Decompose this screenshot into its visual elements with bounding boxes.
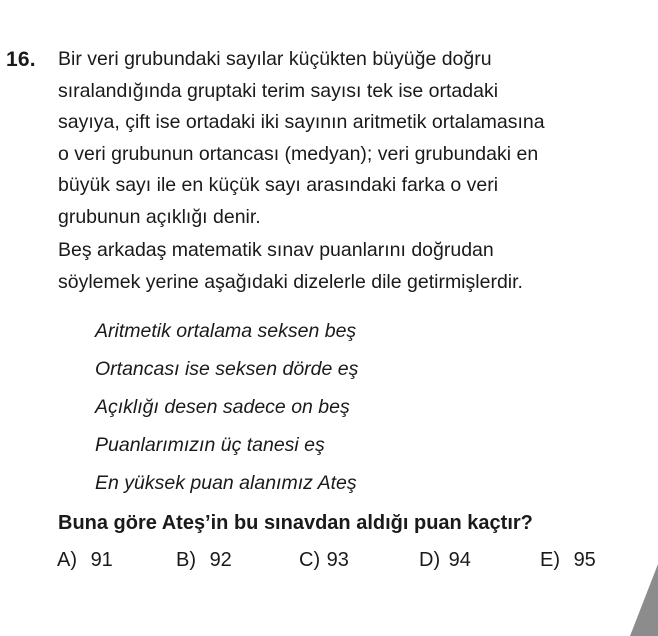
option-letter: A)	[57, 549, 77, 571]
page-corner-shape	[630, 564, 658, 636]
option-value: 92	[209, 549, 232, 571]
definition-line: sıralandığında gruptaki terim sayısı tek ise ortadaki	[58, 79, 499, 102]
option-value: 93	[326, 549, 349, 571]
verse-line: Puanlarımızın üç tanesi eş	[95, 434, 325, 456]
option-value: 94	[448, 549, 471, 571]
verse-line: Ortancası ise seksen dörde eş	[95, 358, 359, 380]
option-a[interactable]	[57, 549, 113, 572]
option-e[interactable]	[540, 549, 596, 572]
definition-line: grubunun açıklığı denir.	[58, 205, 261, 228]
verse-line: Aritmetik ortalama seksen beş	[95, 320, 357, 342]
option-b[interactable]	[176, 549, 232, 572]
option-letter: D)	[419, 549, 441, 571]
question-prompt: Buna göre Ateş’in bu sınavdan aldığı puan kaçtır?	[58, 512, 533, 534]
option-letter: C)	[299, 549, 321, 571]
option-d[interactable]	[419, 549, 471, 572]
definition-line: sayıya, çift ise ortadaki iki sayının aritmetik ortalamasına	[58, 111, 545, 133]
verse-line: Açıklığı desen sadece on beş	[95, 396, 350, 418]
answer-options	[0, 549, 658, 577]
option-value: 95	[573, 549, 596, 571]
option-c[interactable]	[299, 549, 349, 572]
question-number: 16.	[6, 48, 36, 71]
verse-list	[95, 312, 358, 502]
context-line: Beş arkadaş matematik sınav puanlarını doğrudan	[58, 239, 494, 261]
definition-line: büyük sayı ile en küçük sayı arasındaki farka o veri	[58, 174, 499, 196]
option-letter: E)	[540, 549, 560, 571]
definition-paragraph	[58, 44, 656, 233]
option-letter: B)	[176, 549, 196, 571]
verse-line: En yüksek puan alanımız Ateş	[95, 472, 357, 494]
definition-line: o veri grubunun ortancası (medyan); veri grubundaki en	[58, 142, 539, 165]
definition-line: Bir veri grubundaki sayılar küçükten büyüğe doğru	[58, 48, 492, 70]
context-line: söylemek yerine aşağıdaki dizelerle dile getirmişlerdir.	[58, 270, 523, 293]
option-value: 91	[90, 549, 113, 571]
context-paragraph	[58, 235, 656, 298]
